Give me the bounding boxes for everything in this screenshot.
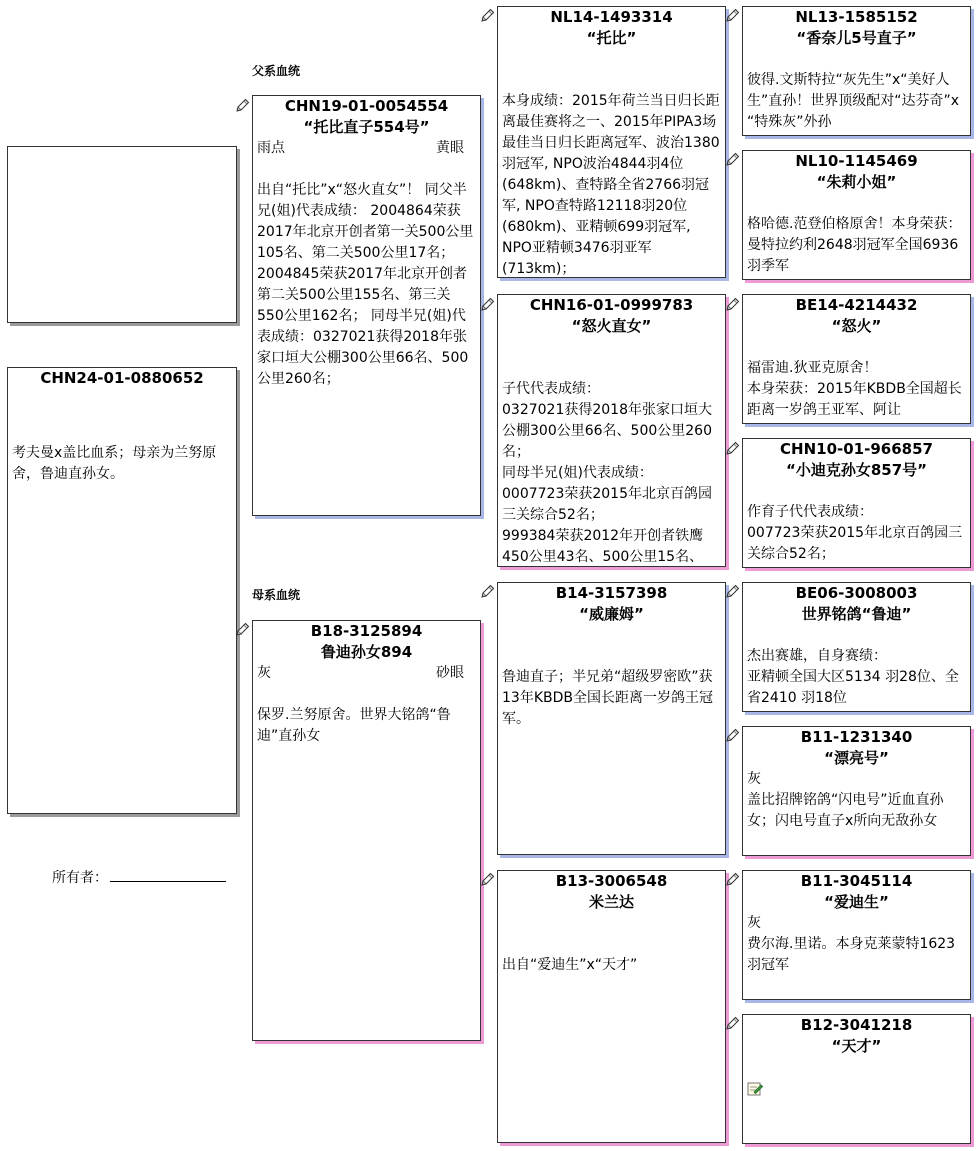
subject-notes: 考夫曼x盖比血系；母亲为兰努原舍，鲁迪直孙女。 [12, 445, 217, 482]
ss-code: NL14-1493314 [550, 8, 673, 26]
dds-code: B11-3045114 [800, 872, 913, 890]
ddd-code: B12-3041218 [800, 1016, 913, 1034]
dam-traits [253, 663, 480, 684]
sire-color: 雨点 [257, 140, 285, 156]
subject-code: CHN24-01-0880652 [40, 369, 204, 387]
ss-card [497, 6, 726, 278]
dds-notes: 灰 费尔海.里诺。本身克莱蒙特1623羽冠军 [747, 915, 956, 973]
dam-color: 灰 [257, 665, 271, 681]
dam-eye: 砂眼 [436, 665, 464, 681]
dd-name: 米兰达 [588, 893, 634, 911]
subject-photo-box [7, 146, 237, 323]
sire-name: “托比直子554号” [303, 118, 430, 136]
sds-card [742, 294, 971, 424]
ssd-notes: 格哈德.范登伯格原舍！本身荣获：曼特拉约利2648羽冠军全国6936羽季军 [747, 216, 962, 274]
pencil-icon[interactable] [726, 297, 740, 311]
dd-notes: 出自“爱迪生”x“天才” [502, 957, 638, 973]
ds-name: “威廉姆” [579, 605, 644, 623]
pencil-icon[interactable] [236, 622, 250, 636]
note-edit-icon[interactable] [747, 1081, 763, 1097]
sd-name: “怒火直女” [571, 317, 652, 335]
sds-code: BE14-4214432 [795, 296, 918, 314]
pencil-icon[interactable] [726, 441, 740, 455]
dam-name: 鲁迪孙女894 [320, 643, 413, 661]
pencil-icon[interactable] [726, 872, 740, 886]
dds-name: “爱迪生” [824, 893, 889, 911]
dss-name: 世界铭鸽“鲁迪” [801, 605, 912, 623]
sss-code: NL13-1585152 [795, 8, 918, 26]
ssd-name: “朱莉小姐” [816, 173, 897, 191]
dsd-code: B11-1231340 [800, 728, 913, 746]
pencil-icon[interactable] [726, 728, 740, 742]
dss-card [742, 582, 971, 712]
ddd-name: “天才” [831, 1037, 882, 1055]
sss-notes: 彼得.文斯特拉“灰先生”x“美好人生”直孙！世界顶级配对“达芬奇”x “特殊灰”外孙 [747, 72, 964, 130]
dd-code: B13-3006548 [555, 872, 668, 890]
ddd-card [742, 1014, 971, 1144]
sd-card [497, 294, 726, 567]
sire-eye: 黄眼 [436, 140, 464, 156]
dsd-name: “漂亮号” [824, 749, 889, 767]
pencil-icon[interactable] [236, 98, 250, 112]
pencil-icon[interactable] [726, 152, 740, 166]
pencil-icon[interactable] [726, 8, 740, 22]
sdd-notes: 作育子代代表成绩： 007723荣获2015年北京百鸽园三关综合52名； [747, 504, 963, 562]
ss-name: “托比” [586, 29, 637, 47]
dss-notes: 杰出赛雄，自身赛绩： 亚精顿全国大区5134 羽28位、全省2410 羽18位 [747, 648, 959, 706]
dsd-card [742, 726, 971, 856]
dss-code: BE06-3008003 [795, 584, 918, 602]
pencil-icon[interactable] [481, 8, 495, 22]
sire-traits [253, 138, 480, 159]
ssd-code: NL10-1145469 [795, 152, 918, 170]
dds-card [742, 870, 971, 1000]
ds-card [497, 582, 726, 855]
sd-notes: 子代代表成绩： 0327021获得2018年张家口垣大公棚300公里66名、500公里260名； 同母半兄(姐)代表成绩： 0007723荣获2015年北京百鸽园三关综合52名； 999384荣获2012年开创者铁鹰450公里43名、500公里15名、 [502, 381, 712, 565]
dsd-notes: 灰 盖比招牌铭鸽“闪电号”近血直孙女；闪电号直子x所向无敌孙女 [747, 771, 944, 829]
ds-code: B14-3157398 [555, 584, 668, 602]
pencil-icon[interactable] [481, 297, 495, 311]
sds-name: “怒火” [831, 317, 882, 335]
sds-notes: 福雷迪.狄亚克原舍！ 本身荣获：2015年KBDB全国超长距离一岁鸽王亚军、阿让 [747, 360, 962, 418]
sire-card [252, 95, 481, 516]
pencil-icon[interactable] [726, 1016, 740, 1030]
owner-label: 所有者： [52, 870, 108, 886]
owner-field [52, 867, 226, 888]
dam-code: B18-3125894 [310, 622, 423, 640]
pencil-icon[interactable] [481, 872, 495, 886]
sd-code: CHN16-01-0999783 [529, 296, 694, 314]
paternal-label: 父系血统 [252, 64, 301, 78]
owner-line[interactable] [110, 867, 226, 882]
subject-card [7, 367, 237, 814]
sire-notes: 出自“托比”x“怒火直女”！ 同父半兄(姐)代表成绩： 2004864荣获2017年北京开创者第一关500公里105名、第二关500公里17名； 2004845荣获2017年北京开创者第二关500公里155名、第三关550公里162名； 同母半兄(姐)代表成绩：0327021获得2018年张家口垣大公棚300公里66名、500公里260名； [257, 182, 474, 387]
pencil-icon[interactable] [726, 584, 740, 598]
ssd-card [742, 150, 971, 280]
sire-code: CHN19-01-0054554 [284, 97, 449, 115]
sss-card [742, 6, 971, 136]
ss-notes: 本身成绩：2015年荷兰当日归长距离最佳赛将之一、2015年PIPA3场最佳当日归长距离冠军、波治1380羽冠军, NPO波治4844羽4位(648km)、查特路全省2766羽冠军, NPO查特路12118羽20位(680km)、亚精顿699羽冠军, NPO亚精顿3476羽亚军(713km)； [502, 93, 720, 277]
dd-card [497, 870, 726, 1143]
sdd-card [742, 438, 971, 568]
maternal-label: 母系血统 [252, 588, 301, 602]
sdd-name: “小迪克孙女857号” [785, 461, 928, 479]
sss-name: “香奈儿5号直子” [796, 29, 917, 47]
dam-notes: 保罗.兰努原舍。世界大铭鸽“鲁迪”直孙女 [257, 707, 451, 744]
ds-notes: 鲁迪直子；半兄弟“超级罗密欧”获13年KBDB全国长距离一岁鸽王冠军。 [502, 669, 713, 727]
pencil-icon[interactable] [481, 584, 495, 598]
dam-card [252, 620, 481, 1041]
sdd-code: CHN10-01-966857 [780, 440, 933, 458]
